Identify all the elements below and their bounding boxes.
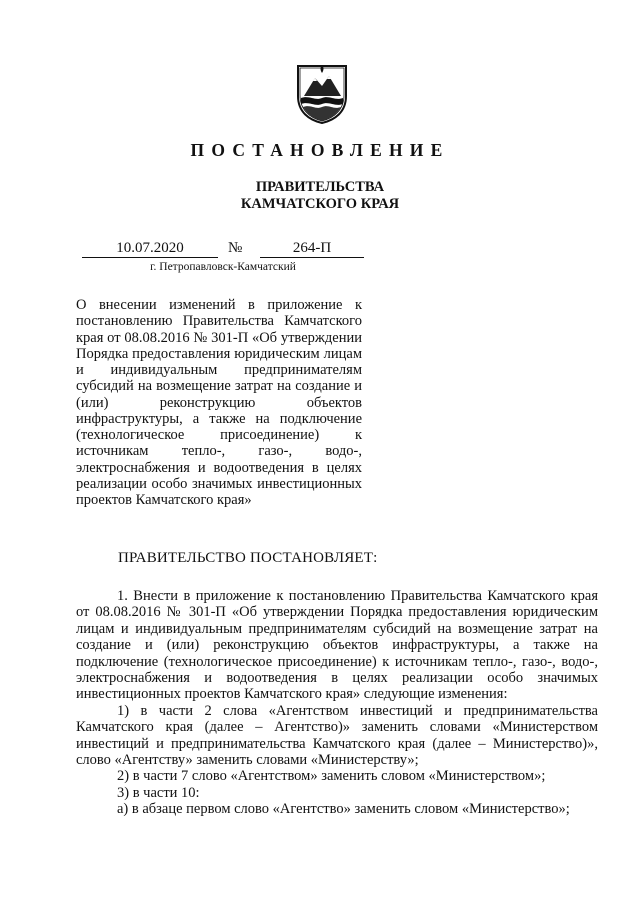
body-paragraph: 3) в части 10: (117, 784, 200, 801)
document-body (76, 588, 598, 818)
body-paragraph: 2) в части 7 слово «Агентством» заменить словом «Министерством»; (117, 768, 546, 785)
body-paragraph: 1. Внести в приложение к постановлению Правительства Камчатского края от 08.08.2016 № 301-П «Об утверждении Порядка предоставления юридическим лицам и индивидуальным предпринимателям субсидий на возмещение затрат на создание и (или) реконструкцию объектов инфраструктуры, а также на подключение (технологическое присоединение) к источникам тепло-, газо-, водо-, электроснабжения и водоотведения в целях реализации особо значимых инвестиционных проектов Камчатского края» следующие изменения: (76, 588, 598, 703)
date-underline (82, 257, 218, 258)
number-underline (260, 257, 364, 258)
issuer-line-2: КАМЧАТСКОГО КРАЯ (240, 196, 400, 212)
issuer-block (0, 179, 640, 213)
coat-of-arms-emblem-icon (295, 62, 349, 124)
body-paragraph: 1) в части 2 слова «Агентством инвестиций и предпринимательства Камчатского края (далее – Агентство)» заменить словами «Министерством инвестиций и предпринимательства Камчатского края (далее – Министерство)», слово «Агентству» заменить словами «Министерству»; (76, 702, 598, 769)
decree-heading: ПРАВИТЕЛЬСТВО ПОСТАНОВЛЯЕТ: (118, 550, 378, 566)
document-subject: О внесении изменений в приложение к постановлению Правительства Камчатского края от 08.08.2016 № 301-П «Об утверждении Порядка предоставления юридическим лицам и индивидуальным предпринимателям субсидий на возмещение затрат на создание и (или) реконструкцию объектов инфраструктуры, а также на подключение (технологическое присоединение) к источникам тепло-, газо-, водо-, электроснабжения и водоотведения в целях реализации особо значимых инвестиционных проектов Камчатского края» (76, 297, 362, 508)
city-label: г. Петропавловск-Камчатский (150, 261, 296, 273)
issuer-line-1: ПРАВИТЕЛЬСТВА (255, 179, 385, 195)
number-sign: № (228, 240, 243, 256)
document-type-title: ПОСТАНОВЛЕНИЕ (190, 140, 450, 160)
date-number-line (82, 238, 364, 260)
body-paragraph: а) в абзаце первом слово «Агентство» заменить словом «Министерство»; (117, 801, 570, 818)
document-date: 10.07.2020 (116, 240, 184, 256)
document-number: 264-П (292, 240, 332, 256)
